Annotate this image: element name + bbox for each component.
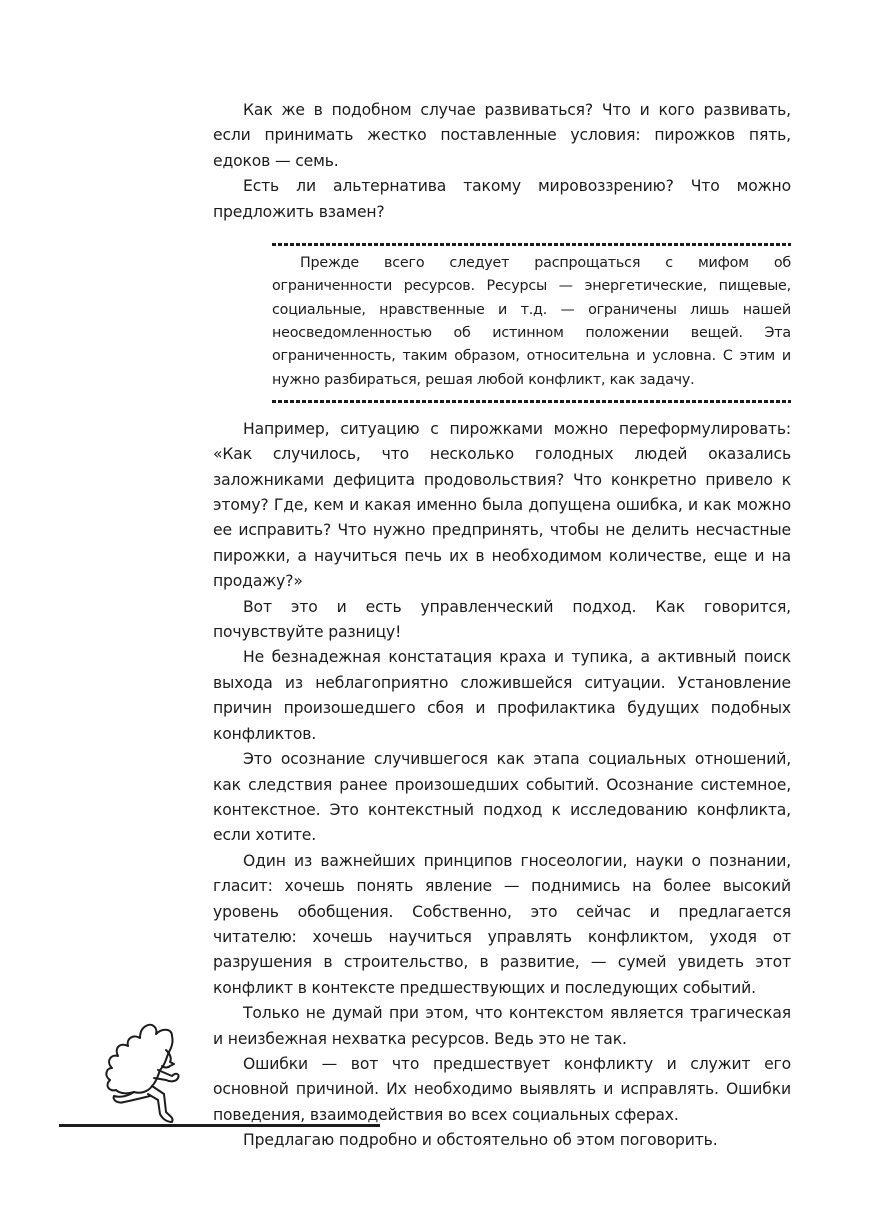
- text-column: [213, 98, 791, 1154]
- dotted-divider-bottom: [272, 400, 791, 403]
- paragraph: Только не думай при этом, что контекстом является трагическая и неизбежная нехватка ресурсов. Ведь это не так.: [213, 1004, 791, 1048]
- paragraph: Вот это и есть управленческий подход. Как говорится, почувствуйте разницу!: [213, 597, 791, 642]
- paragraph: Как же в подобном случае развиваться? Что и кого развивать, если принимать жестко поставленные условия: пирожков пять, едоков — семь.: [213, 101, 791, 170]
- paragraph: Один из важнейших принципов гносеологии, науки о познании, гласит: хочешь понять явление — поднимись на более высокий уровень обобщения. Собственно, это сейчас и предлагается читателю: хочешь научиться управлять конфликтом, уходя от разрушения в строительство, в развитие, — сумей увидеть этот конфликт в контексте предшествующих и последующих событий.: [213, 851, 791, 997]
- running-leaf-character-icon: [100, 1020, 200, 1124]
- paragraph: Есть ли альтернатива такому мировоззрению? Что можно предложить взамен?: [213, 177, 791, 221]
- bottom-rule: [59, 1124, 380, 1127]
- callout-box: [270, 237, 791, 409]
- callout-text: Прежде всего следует распрощаться с мифом об ограниченности ресурсов. Ресурсы — энергетические, пищевые, социальные, нравственные и т.д. — ограничены лишь нашей неосведомленностью об истинном положении вещей. Эта ограниченность, таким образом, относительна и условна. С этим и нужно разбираться, решая любой конфликт, как задачу.: [272, 255, 791, 388]
- paragraph: Например, ситуацию с пирожками можно переформулировать: «Как случилось, что несколько голодных людей оказались заложниками дефицита продовольствия? Что конкретно привело к этому? Где, кем и какая именно была допущена ошибка, и как можно ее исправить? Что нужно предпринять, чтобы не делить несчастные пирожки, а научиться печь их в необходимом количестве, еще и на продажу?»: [213, 419, 791, 591]
- paragraph: Ошибки — вот что предшествует конфликту и служит его основной причиной. Их необходимо выявлять и исправлять. Ошибки поведения, взаимодействия во всех социальных сферах.: [213, 1054, 791, 1124]
- paragraph: Это осознание случившегося как этапа социальных отношений, как следствия ранее произошедших событий. Осознание системное, контекстное. Это контекстный подход к исследованию конфликта, если хотите.: [213, 750, 791, 845]
- paragraph: Не безнадежная констатация краха и тупика, а активный поиск выхода из неблагоприятно сложившейся ситуации. Установление причин произошедшего сбоя и профилактика будущих подобных конфликтов.: [213, 648, 791, 743]
- paragraph: Предлагаю подробно и обстоятельно об этом поговорить.: [243, 1131, 718, 1150]
